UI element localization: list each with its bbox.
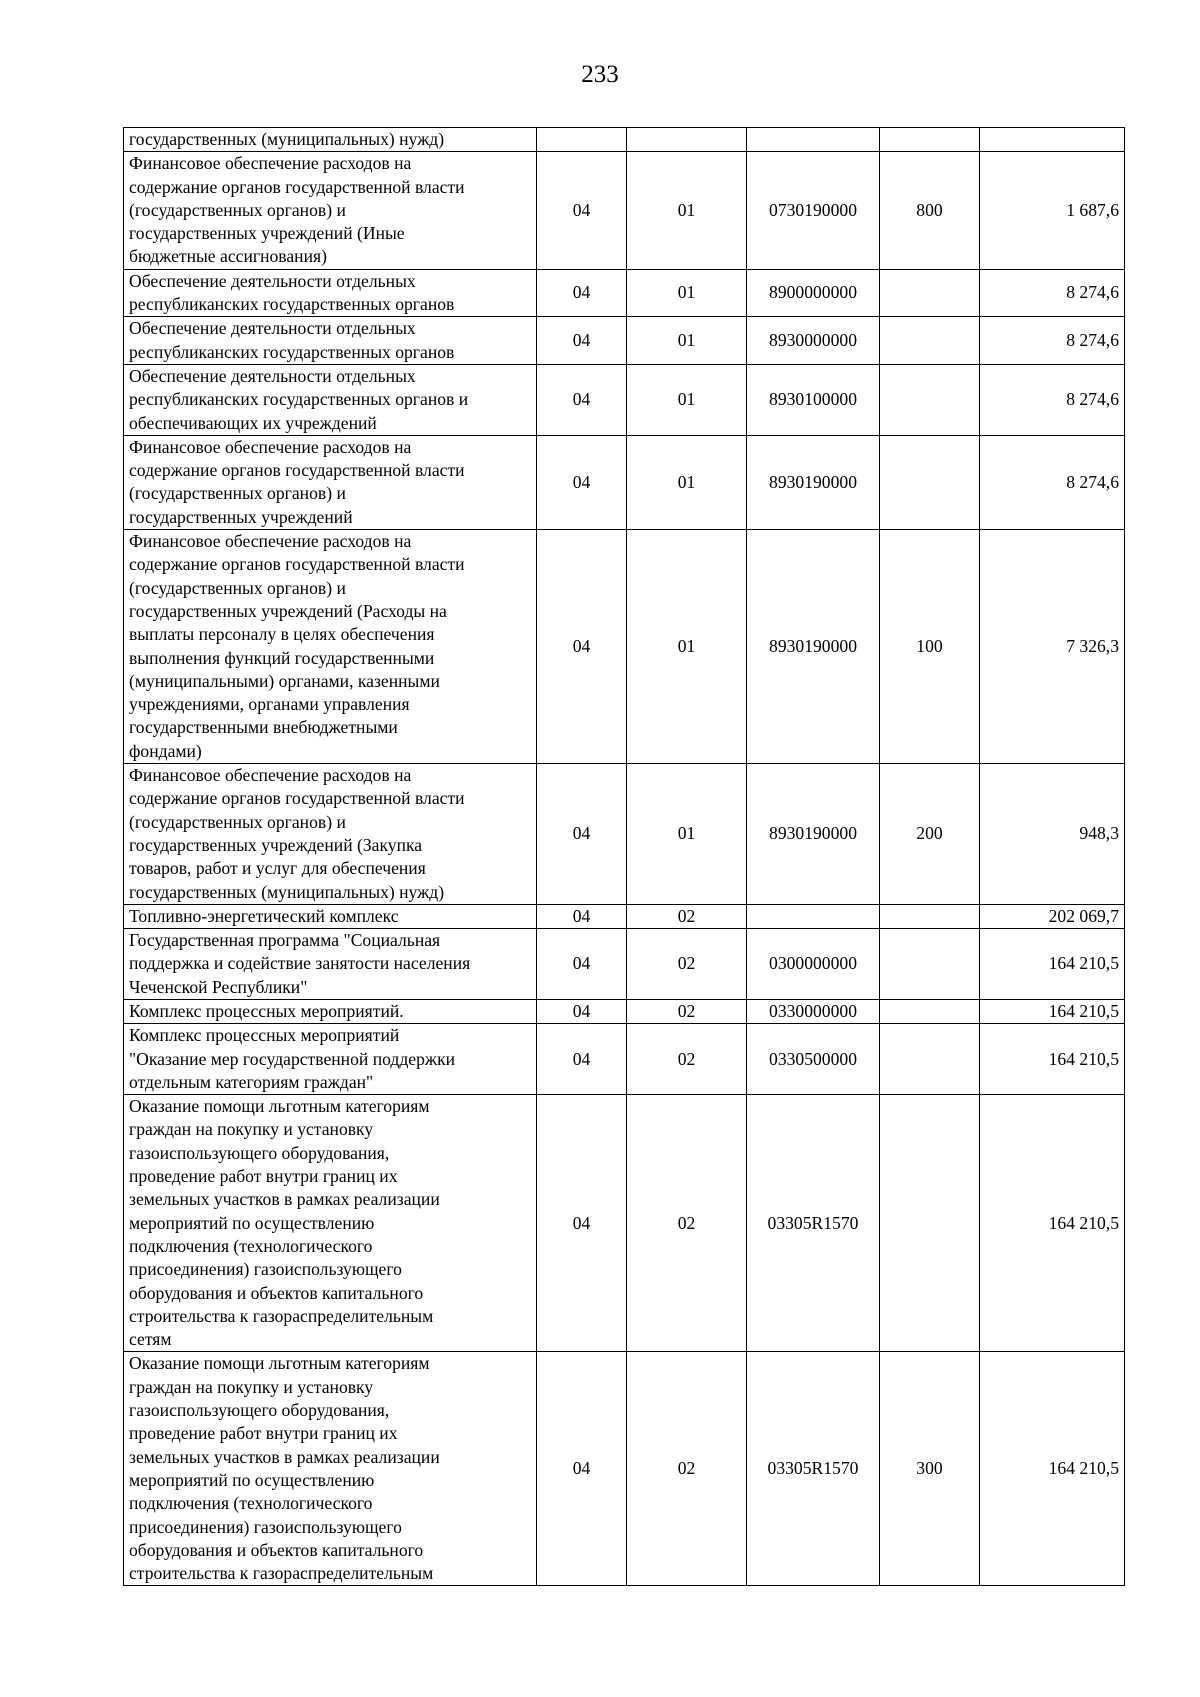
amount-cell: 1 687,6 bbox=[980, 152, 1125, 269]
item-name-line: газоиспользующего оборудования, bbox=[129, 1142, 390, 1163]
section-code-cell: 04 bbox=[537, 364, 627, 435]
target-item-code-cell: 8930190000 bbox=[747, 764, 880, 905]
expense-type-code-cell bbox=[880, 269, 980, 317]
expense-type-code-cell bbox=[880, 904, 980, 928]
item-name-line: Оказание помощи льготным категориям bbox=[129, 1353, 430, 1374]
item-name-line: Комплекс процессных мероприятий. bbox=[129, 1000, 404, 1021]
item-name-line: Финансовое обеспечение расходов на bbox=[129, 153, 412, 174]
subsection-code-cell: 02 bbox=[627, 1352, 747, 1586]
section-code-cell: 04 bbox=[537, 929, 627, 1000]
item-name-line: республиканских государственных органов bbox=[129, 341, 455, 362]
item-name-line: земельных участков в рамках реализации bbox=[129, 1446, 440, 1467]
item-name-cell bbox=[124, 364, 537, 435]
target-item-code-cell bbox=[747, 904, 880, 928]
target-item-code-cell: 8930190000 bbox=[747, 435, 880, 529]
item-name-line: государственных учреждений bbox=[129, 506, 353, 527]
item-name-line: Государственная программа "Социальная bbox=[129, 930, 441, 951]
target-item-code-cell bbox=[747, 128, 880, 152]
item-name-line: строительства к газораспределительным bbox=[129, 1563, 434, 1584]
subsection-code-cell: 01 bbox=[627, 317, 747, 365]
item-name-line: фондами) bbox=[129, 740, 202, 761]
expense-type-code-cell: 100 bbox=[880, 530, 980, 764]
amount-cell: 7 326,3 bbox=[980, 530, 1125, 764]
expense-type-code-cell bbox=[880, 1024, 980, 1095]
item-name-line: "Оказание мер государственной поддержки bbox=[129, 1048, 456, 1069]
item-name-cell bbox=[124, 904, 537, 928]
item-name-line: подключения (технологического bbox=[129, 1235, 373, 1256]
section-code-cell: 04 bbox=[537, 317, 627, 365]
section-code-cell: 04 bbox=[537, 764, 627, 905]
item-name-line: проведение работ внутри границ их bbox=[129, 1423, 398, 1444]
target-item-code-cell: 0330000000 bbox=[747, 999, 880, 1023]
section-code-cell: 04 bbox=[537, 1095, 627, 1352]
item-name-line: граждан на покупку и установку bbox=[129, 1376, 374, 1397]
section-code-cell: 04 bbox=[537, 1024, 627, 1095]
item-name-line: выполнения функций государственными bbox=[129, 647, 435, 668]
item-name-cell bbox=[124, 999, 537, 1023]
target-item-code-cell: 8930100000 bbox=[747, 364, 880, 435]
section-code-cell bbox=[537, 128, 627, 152]
table-row bbox=[124, 1024, 1125, 1095]
subsection-code-cell: 02 bbox=[627, 929, 747, 1000]
item-name-line: Обеспечение деятельности отдельных bbox=[129, 270, 416, 291]
subsection-code-cell: 02 bbox=[627, 1024, 747, 1095]
item-name-line: содержание органов государственной власти bbox=[129, 788, 465, 809]
amount-cell: 164 210,5 bbox=[980, 1024, 1125, 1095]
target-item-code-cell: 0300000000 bbox=[747, 929, 880, 1000]
expense-type-code-cell bbox=[880, 435, 980, 529]
section-code-cell: 04 bbox=[537, 530, 627, 764]
section-code-cell: 04 bbox=[537, 999, 627, 1023]
item-name-line: присоединения) газоиспользующего bbox=[129, 1259, 402, 1280]
item-name-line: содержание органов государственной власти bbox=[129, 554, 465, 575]
expense-type-code-cell bbox=[880, 999, 980, 1023]
subsection-code-cell: 02 bbox=[627, 999, 747, 1023]
table-row bbox=[124, 152, 1125, 269]
item-name-cell bbox=[124, 269, 537, 317]
budget-table-body bbox=[124, 128, 1125, 1586]
page-number: 233 bbox=[581, 61, 619, 88]
item-name-line: Обеспечение деятельности отдельных bbox=[129, 318, 416, 339]
amount-cell: 8 274,6 bbox=[980, 269, 1125, 317]
item-name-line: республиканских государственных органов и bbox=[129, 389, 469, 410]
item-name-line: строительства к газораспределительным bbox=[129, 1305, 434, 1326]
item-name-line: (государственных органов) и bbox=[129, 577, 346, 598]
item-name-line: содержание органов государственной власти bbox=[129, 460, 465, 481]
section-code-cell: 04 bbox=[537, 269, 627, 317]
subsection-code-cell: 01 bbox=[627, 435, 747, 529]
table-row bbox=[124, 128, 1125, 152]
subsection-code-cell: 01 bbox=[627, 530, 747, 764]
item-name-line: государственных (муниципальных) нужд) bbox=[129, 129, 445, 149]
table-row bbox=[124, 530, 1125, 764]
item-name-line: мероприятий по осуществлению bbox=[129, 1469, 375, 1490]
item-name-line: (государственных органов) и bbox=[129, 199, 346, 220]
item-name-line: Обеспечение деятельности отдельных bbox=[129, 365, 416, 386]
amount-cell: 164 210,5 bbox=[980, 1095, 1125, 1352]
item-name-cell bbox=[124, 128, 537, 152]
subsection-code-cell: 01 bbox=[627, 269, 747, 317]
item-name-line: (государственных органов) и bbox=[129, 483, 346, 504]
item-name-line: (муниципальными) органами, казенными bbox=[129, 670, 440, 691]
subsection-code-cell: 02 bbox=[627, 904, 747, 928]
item-name-cell bbox=[124, 1024, 537, 1095]
item-name-line: оборудования и объектов капитального bbox=[129, 1282, 424, 1303]
table-row bbox=[124, 269, 1125, 317]
table-row bbox=[124, 364, 1125, 435]
item-name-line: содержание органов государственной власти bbox=[129, 176, 465, 197]
expense-type-code-cell bbox=[880, 128, 980, 152]
item-name-line: отдельным категориям граждан" bbox=[129, 1071, 374, 1092]
item-name-line: государственными внебюджетными bbox=[129, 717, 398, 738]
expense-type-code-cell: 200 bbox=[880, 764, 980, 905]
amount-cell: 202 069,7 bbox=[980, 904, 1125, 928]
item-name-line: обеспечивающих их учреждений bbox=[129, 412, 377, 433]
target-item-code-cell: 03305R1570 bbox=[747, 1095, 880, 1352]
target-item-code-cell: 03305R1570 bbox=[747, 1352, 880, 1586]
amount-cell: 8 274,6 bbox=[980, 317, 1125, 365]
table-row bbox=[124, 904, 1125, 928]
item-name-line: выплаты персоналу в целях обеспечения bbox=[129, 624, 435, 645]
table-row bbox=[124, 435, 1125, 529]
item-name-line: (государственных органов) и bbox=[129, 811, 346, 832]
item-name-cell bbox=[124, 1095, 537, 1352]
expense-type-code-cell: 300 bbox=[880, 1352, 980, 1586]
item-name-line: Оказание помощи льготным категориям bbox=[129, 1096, 430, 1117]
item-name-line: присоединения) газоиспользующего bbox=[129, 1516, 402, 1537]
expense-type-code-cell bbox=[880, 317, 980, 365]
item-name-cell bbox=[124, 435, 537, 529]
item-name-cell bbox=[124, 530, 537, 764]
item-name-line: проведение работ внутри границ их bbox=[129, 1166, 398, 1187]
table-row bbox=[124, 764, 1125, 905]
item-name-line: товаров, работ и услуг для обеспечения bbox=[129, 858, 426, 879]
target-item-code-cell: 8900000000 bbox=[747, 269, 880, 317]
item-name-cell bbox=[124, 929, 537, 1000]
table-row bbox=[124, 929, 1125, 1000]
item-name-line: Чеченской Республики" bbox=[129, 976, 308, 997]
amount-cell: 164 210,5 bbox=[980, 929, 1125, 1000]
item-name-line: государственных учреждений (Закупка bbox=[129, 834, 423, 855]
item-name-line: Финансовое обеспечение расходов на bbox=[129, 436, 412, 457]
subsection-code-cell: 02 bbox=[627, 1095, 747, 1352]
table-row bbox=[124, 1095, 1125, 1352]
subsection-code-cell: 01 bbox=[627, 764, 747, 905]
section-code-cell: 04 bbox=[537, 435, 627, 529]
target-item-code-cell: 8930000000 bbox=[747, 317, 880, 365]
section-code-cell: 04 bbox=[537, 1352, 627, 1586]
item-name-line: сетям bbox=[129, 1329, 172, 1350]
expense-type-code-cell bbox=[880, 364, 980, 435]
section-code-cell: 04 bbox=[537, 152, 627, 269]
target-item-code-cell: 0330500000 bbox=[747, 1024, 880, 1095]
subsection-code-cell bbox=[627, 128, 747, 152]
amount-cell: 164 210,5 bbox=[980, 1352, 1125, 1586]
item-name-line: государственных (муниципальных) нужд) bbox=[129, 881, 445, 902]
item-name-line: бюджетные ассигнования) bbox=[129, 246, 327, 267]
item-name-line: поддержка и содействие занятости населения bbox=[129, 953, 471, 974]
amount-cell: 164 210,5 bbox=[980, 999, 1125, 1023]
table-row bbox=[124, 999, 1125, 1023]
target-item-code-cell: 0730190000 bbox=[747, 152, 880, 269]
expense-type-code-cell bbox=[880, 1095, 980, 1352]
subsection-code-cell: 01 bbox=[627, 152, 747, 269]
item-name-line: оборудования и объектов капитального bbox=[129, 1539, 424, 1560]
amount-cell: 948,3 bbox=[980, 764, 1125, 905]
item-name-cell bbox=[124, 317, 537, 365]
item-name-line: земельных участков в рамках реализации bbox=[129, 1189, 440, 1210]
item-name-line: государственных учреждений (Расходы на bbox=[129, 600, 447, 621]
item-name-line: учреждениями, органами управления bbox=[129, 694, 410, 715]
item-name-line: республиканских государственных органов bbox=[129, 294, 455, 315]
subsection-code-cell: 01 bbox=[627, 364, 747, 435]
item-name-line: Комплекс процессных мероприятий bbox=[129, 1025, 400, 1046]
target-item-code-cell: 8930190000 bbox=[747, 530, 880, 764]
item-name-cell bbox=[124, 1352, 537, 1586]
table-row bbox=[124, 1352, 1125, 1586]
amount-cell bbox=[980, 128, 1125, 152]
item-name-cell bbox=[124, 764, 537, 905]
amount-cell: 8 274,6 bbox=[980, 364, 1125, 435]
budget-table bbox=[123, 127, 1125, 1586]
table-row bbox=[124, 317, 1125, 365]
item-name-line: подключения (технологического bbox=[129, 1493, 373, 1514]
section-code-cell: 04 bbox=[537, 904, 627, 928]
expense-type-code-cell bbox=[880, 929, 980, 1000]
item-name-line: граждан на покупку и установку bbox=[129, 1119, 374, 1140]
amount-cell: 8 274,6 bbox=[980, 435, 1125, 529]
item-name-line: Топливно-энергетический комплекс bbox=[129, 905, 399, 926]
item-name-cell bbox=[124, 152, 537, 269]
item-name-line: газоиспользующего оборудования, bbox=[129, 1400, 390, 1421]
item-name-line: Финансовое обеспечение расходов на bbox=[129, 765, 412, 786]
expense-type-code-cell: 800 bbox=[880, 152, 980, 269]
item-name-line: мероприятий по осуществлению bbox=[129, 1212, 375, 1233]
item-name-line: Финансовое обеспечение расходов на bbox=[129, 531, 412, 552]
item-name-line: государственных учреждений (Иные bbox=[129, 223, 405, 244]
